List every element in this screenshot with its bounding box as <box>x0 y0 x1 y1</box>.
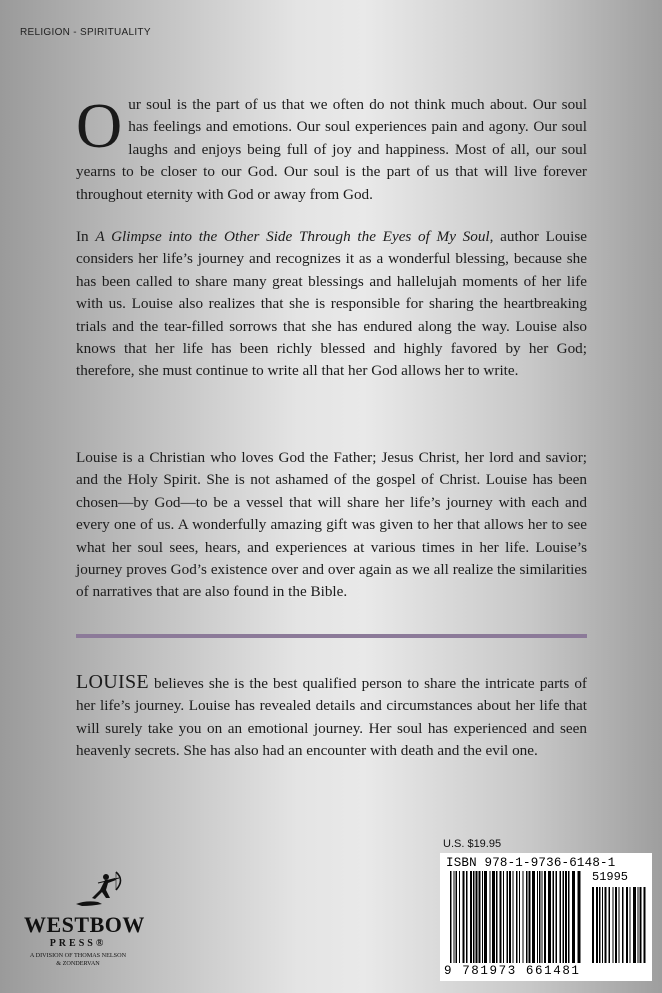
barcode-bar <box>578 871 581 963</box>
drop-cap: O <box>76 90 123 161</box>
barcode-bar <box>454 871 455 963</box>
barcode-bar <box>565 871 567 963</box>
barcode-bar <box>516 871 518 963</box>
barcode-bars <box>450 871 650 969</box>
barcode-bar <box>463 871 465 963</box>
paragraph-author-faith: Louise is a Christian who loves God the Father; Jesus Christ, her lord and savior; and the Holy Spirit. She is not ashamed of the gospel of Christ. Louise has been chosen—by God—to be a vessel that will share her life’s journey with each and every one of us. A wonderfully amazing gift was given to her that allows her to see what her soul sees, hears, and experiences at various times in her life. Louise’s journey proves God’s existence over and over again as we all realize the similarities of narratives that are also found in the Bible. <box>76 449 587 601</box>
barcode-bar <box>507 871 509 963</box>
barcode-addon-bar <box>626 887 628 963</box>
genre-label: RELIGION - SPIRITUALITY <box>20 27 151 38</box>
barcode-bar <box>459 871 460 963</box>
barcode-bar <box>556 871 558 963</box>
barcode-bar <box>456 871 458 963</box>
barcode-addon-bar <box>630 887 631 963</box>
archer-icon <box>72 868 128 912</box>
barcode-bar <box>553 871 555 963</box>
author-bio <box>76 671 587 763</box>
barcode-bar <box>560 871 562 963</box>
paragraph-book-summary <box>76 226 587 383</box>
isbn-number: ISBN 978-1-9736-6148-1 <box>446 856 616 870</box>
barcode-addon-number: 51995 <box>592 870 629 884</box>
barcode-addon-bar <box>605 887 607 963</box>
publisher-name: WESTBOW <box>24 912 145 937</box>
barcode-bar <box>470 871 472 963</box>
barcode-addon-bar <box>633 887 636 963</box>
barcode-addon-bar <box>602 887 603 963</box>
barcode-bar <box>509 871 511 963</box>
barcode-bar <box>537 871 538 963</box>
barcode-addon-bar <box>640 887 642 963</box>
barcode <box>440 853 652 981</box>
barcode-bar <box>484 871 487 963</box>
barcode-bar <box>479 871 481 963</box>
barcode-bar <box>496 871 498 963</box>
barcode-bar <box>476 871 478 963</box>
barcode-bar <box>519 871 520 963</box>
paragraph-intro <box>76 90 587 206</box>
barcode-addon-bar <box>622 887 624 963</box>
barcode-bar <box>529 871 531 963</box>
barcode-bar <box>542 871 543 963</box>
author-name: LOUISE <box>76 671 149 693</box>
barcode-bar <box>482 871 483 963</box>
barcode-bar <box>532 871 535 963</box>
barcode-bar <box>572 871 575 963</box>
barcode-addon-bar <box>638 887 639 963</box>
summary-text: , author Louise considers her life’s journey and recognizes it as a wonderful blessing, because she has been called to share many great blessings and hallelujah moments of her life with us. Louise also realizes that she is responsible for sharing the heartbreaking trials and the tear-filled sorrows that she has endured along the way. Louise also knows that her life has been richly blessed and highly favored by her God; therefore, she must continue to write all that her God allows her to write. <box>76 228 588 380</box>
publisher-press: PRESS® <box>49 938 107 949</box>
barcode-addon-bar <box>609 887 611 963</box>
barcode-addon-bar <box>619 887 620 963</box>
barcode-digits: 9 781973 661481 <box>444 964 581 978</box>
barcode-bar <box>466 871 468 963</box>
price-label: U.S. $19.95 <box>443 838 502 850</box>
section-divider <box>76 634 587 638</box>
barcode-bar <box>490 871 491 963</box>
barcode-bar <box>513 871 514 963</box>
barcode-addon-bar <box>613 887 614 963</box>
barcode-bar <box>492 871 495 963</box>
publisher-division-line1: A DIVISION OF THOMAS NELSON <box>29 952 127 959</box>
publisher-division-line2: & ZONDERVAN <box>56 960 100 967</box>
barcode-bar <box>500 871 502 963</box>
barcode-bar <box>563 871 565 963</box>
barcode-bar <box>539 871 541 963</box>
summary-lead: In <box>76 228 96 245</box>
barcode-addon-bar <box>596 887 598 963</box>
barcode-bar <box>523 871 524 963</box>
barcode-bar <box>544 871 546 963</box>
barcode-bar <box>548 871 551 963</box>
publisher-logo <box>24 868 174 983</box>
barcode-addon-bar <box>615 887 617 963</box>
barcode-addon-bar <box>599 887 601 963</box>
barcode-bar <box>503 871 504 963</box>
barcode-bar <box>568 871 570 963</box>
book-title: A Glimpse into the Other Side Through the Eyes of My Soul <box>95 228 490 245</box>
paragraph-intro-text: ur soul is the part of us that we often do not think much about. Our soul has feelings and emotions. Our soul experiences pain and agony. Our soul laughs and enjoys being full of joy and happiness. Most of all, our soul yearns to be closer to our God. Our soul is the part of us that will live forever throughout eternity with God or away from God. <box>76 96 587 203</box>
publisher-division <box>24 952 132 968</box>
barcode-addon-bar <box>592 887 594 963</box>
author-bio-text: believes she is the best qualified person to share the intricate parts of her life’s journey. Louise has revealed details and circumstances about her life that will surely take you on an emotional journey. Her soul has experienced and seen heavenly secrets. She has also had an encounter with death and the evil one. <box>76 675 587 760</box>
barcode-bar <box>473 871 475 963</box>
barcode-bar <box>450 871 452 963</box>
barcode-bar <box>526 871 528 963</box>
barcode-addon-bar <box>644 887 646 963</box>
